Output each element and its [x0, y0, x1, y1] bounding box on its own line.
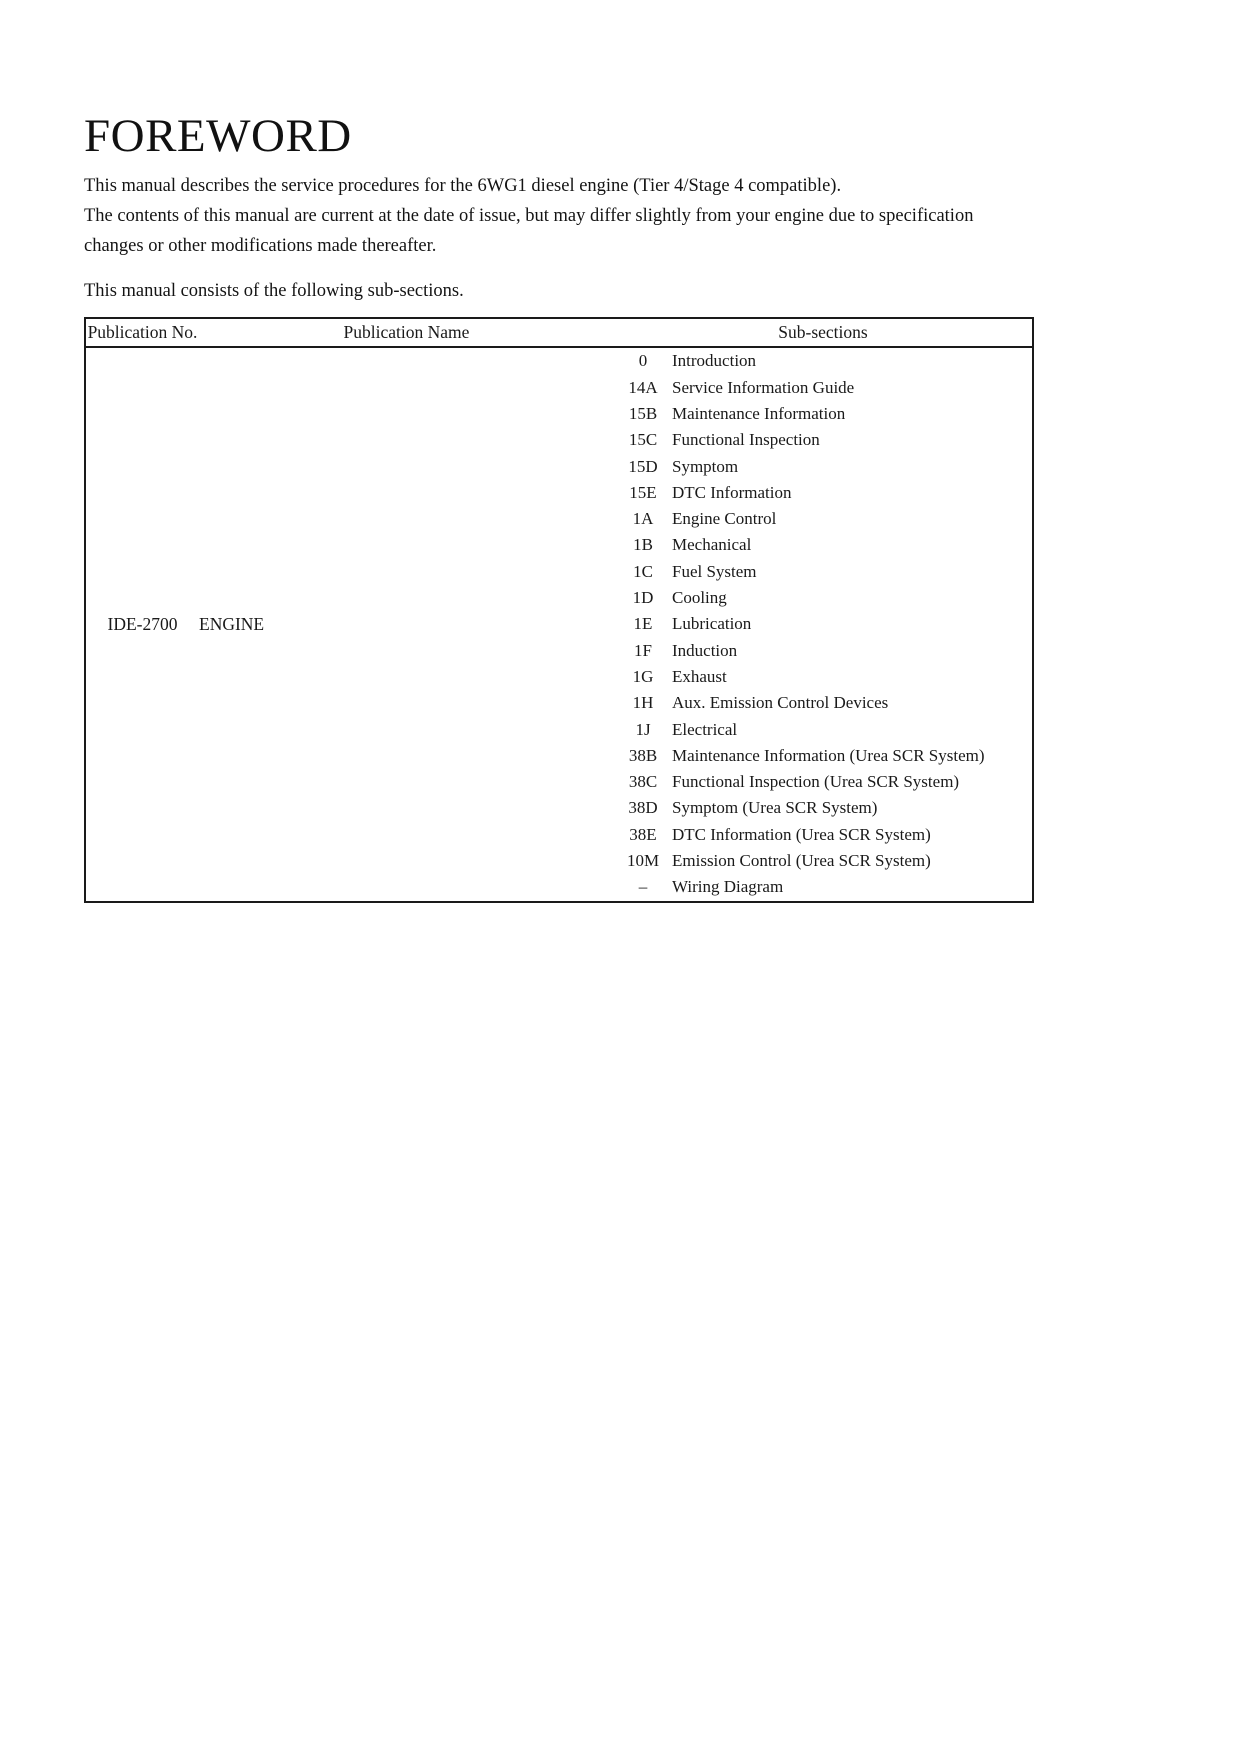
subsection-name: Fuel System	[672, 561, 757, 581]
subsection-name: Wiring Diagram	[672, 877, 784, 897]
column-header-publication-name: Publication Name	[199, 318, 614, 347]
subsection-code: 1G	[632, 666, 654, 686]
table-header-row	[85, 318, 1033, 347]
subsection-code: 38D	[628, 798, 658, 818]
subsection-name: Exhaust	[672, 666, 727, 686]
page-content	[84, 112, 1034, 903]
table-lead-in-text: This manual consists of the following sub-sections.	[84, 281, 464, 302]
subsection-name: Emission Control (Urea SCR System)	[672, 850, 931, 870]
intro-paragraph-2: The contents of this manual are current at the date of issue, but may differ slightly from your engine due to specification changes or other modifications made thereafter.	[84, 206, 974, 257]
subsection-code: 1J	[635, 719, 651, 739]
subsection-name: Maintenance Information	[672, 403, 846, 423]
subsection-name: DTC Information (Urea SCR System)	[672, 824, 931, 844]
subsection-code: 1H	[632, 693, 654, 713]
subsection-code: 1B	[633, 535, 653, 555]
subsection-name: Cooling	[672, 588, 727, 608]
subsection-code: 14A	[628, 377, 658, 397]
subsection-code: 1E	[633, 614, 653, 634]
intro-paragraph-1: This manual describes the service procedures for the 6WG1 diesel engine (Tier 4/Stage 4 compatible).	[84, 176, 842, 197]
subsection-code: 15D	[628, 456, 658, 476]
subsection-name: Induction	[672, 640, 738, 660]
subsection-name: Mechanical	[672, 535, 752, 555]
subsection-code: 38C	[628, 772, 658, 792]
subsection-name: Lubrication	[672, 614, 752, 634]
subsection-code: 1A	[632, 509, 654, 529]
publication-name-value: ENGINE	[199, 613, 265, 634]
subsection-code: 1F	[634, 640, 652, 660]
subsection-name: Functional Inspection (Urea SCR System)	[672, 772, 960, 792]
subsection-name: Aux. Emission Control Devices	[672, 693, 889, 713]
subsections-table	[84, 317, 1034, 902]
column-header-publication-no: Publication No.	[85, 318, 199, 347]
subsection-name: DTC Information	[672, 482, 792, 502]
subsection-code: 10M	[626, 850, 660, 870]
subsection-code: 38B	[628, 745, 658, 765]
page-title: FOREWORD	[84, 110, 352, 162]
publication-no-value: IDE-2700	[107, 613, 178, 634]
subsection-code: 1C	[633, 561, 653, 581]
subsection-code: 38E	[629, 824, 657, 844]
subsection-name: Electrical	[672, 719, 738, 739]
subsection-code: 15B	[628, 403, 658, 423]
subsection-name: Engine Control	[672, 509, 777, 529]
subsection-code: 0	[638, 351, 648, 371]
paragraph-spacer	[84, 261, 1034, 277]
subsection-code: 1D	[632, 588, 654, 608]
subsection-name: Symptom	[672, 456, 739, 476]
subsection-code: 15E	[629, 482, 657, 502]
subsection-name: Maintenance Information (Urea SCR System)	[672, 745, 985, 765]
subsection-code: –	[638, 877, 648, 897]
column-header-subsections: Sub-sections	[614, 318, 1033, 347]
subsection-name: Functional Inspection	[672, 430, 820, 450]
subsection-name: Symptom (Urea SCR System)	[672, 798, 878, 818]
subsection-code: 15C	[628, 430, 658, 450]
table-row	[85, 347, 1033, 374]
subsection-name: Service Information Guide	[672, 377, 855, 397]
subsection-name: Introduction	[672, 351, 757, 371]
